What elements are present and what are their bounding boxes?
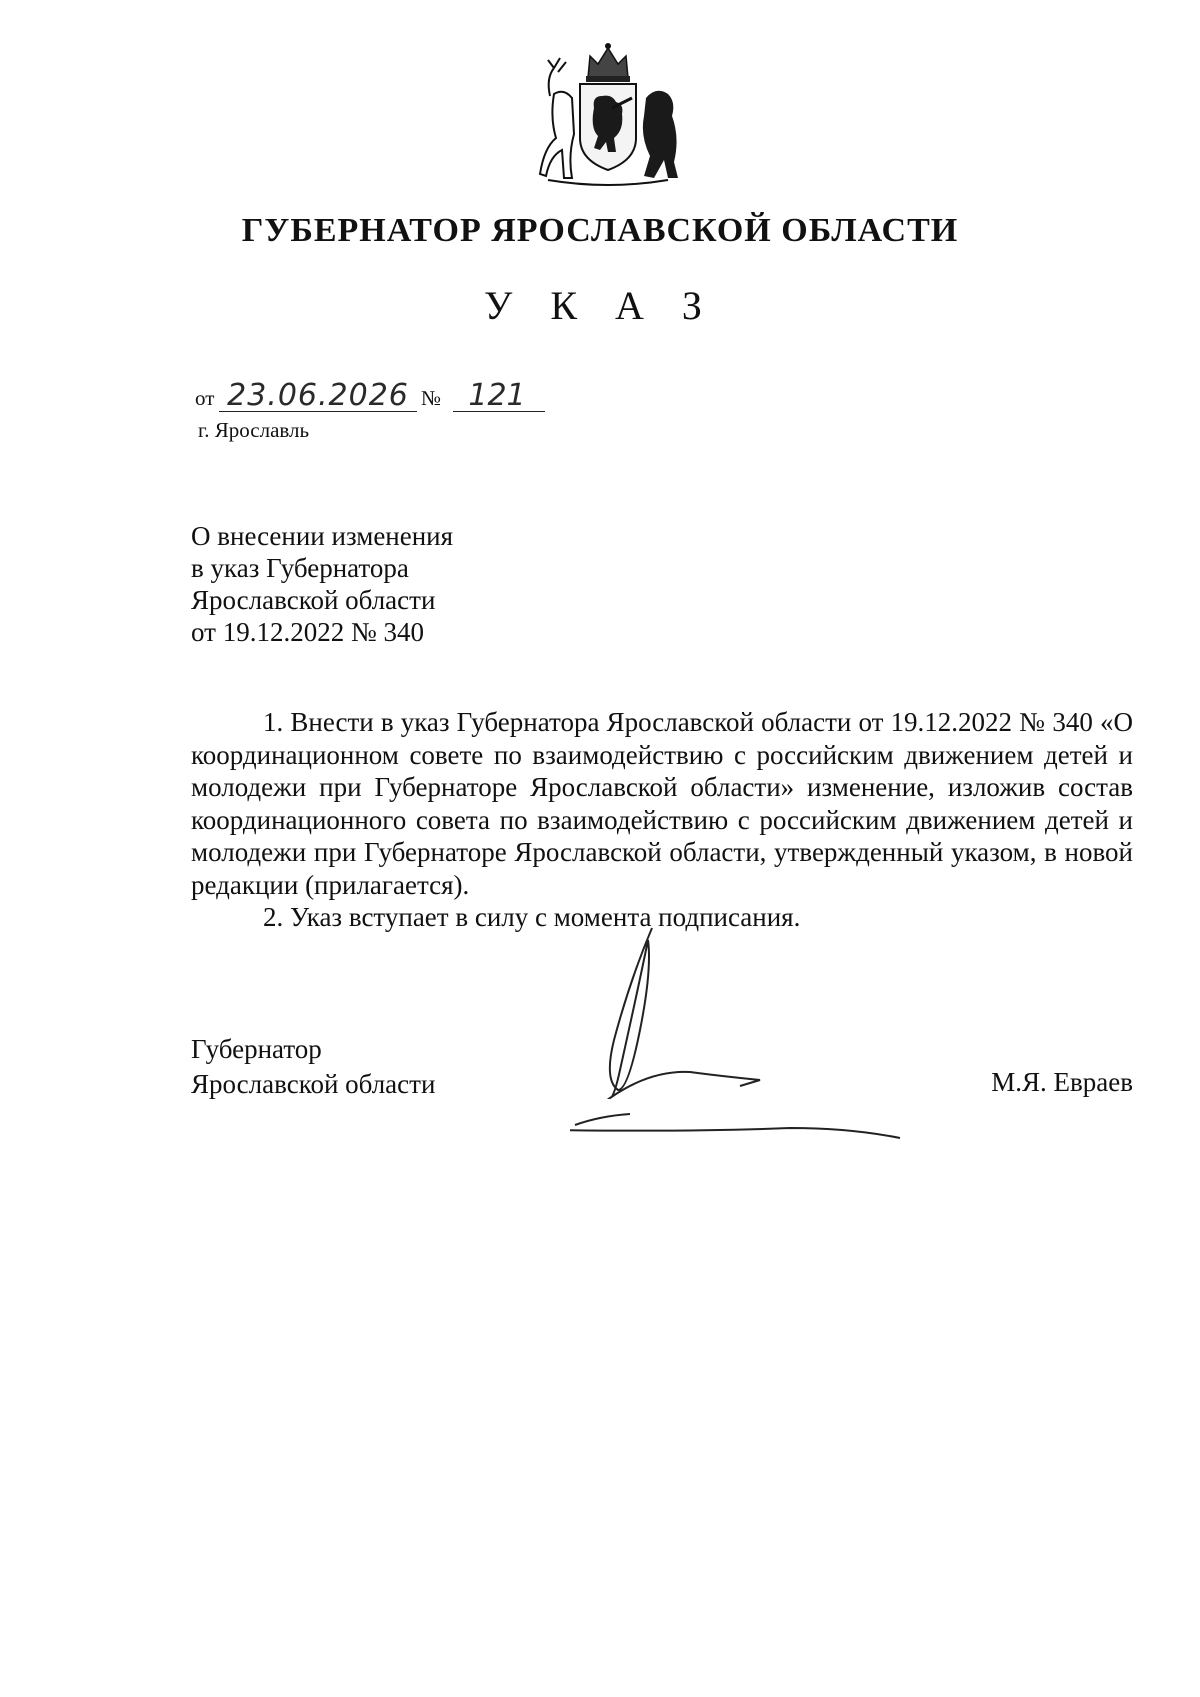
document-subject [191,520,453,648]
authority-title: ГУБЕРНАТОР ЯРОСЛАВСКОЙ ОБЛАСТИ [241,212,959,249]
subject-line: Ярославской области [191,585,436,615]
subject-line: О внесении изменения [191,521,454,551]
handwritten-number: 121 [468,378,526,413]
subject-line: от 19.12.2022 № 340 [191,617,424,647]
body-paragraph-1: 1. Внести в указ Губернатора Ярославской области от 19.12.2022 № 340 «О координационном совете по взаимодействию с российским движением детей и молодежи при Губернаторе Ярославской области» изменение, изложив состав координационного совета по взаимодействию с российским движением детей и молодежи при Губернаторе Ярославской области, утвержденный указом, в новой редакции (прилагается). [191,707,1133,900]
document-body [191,706,1133,934]
number-prefix: № [421,386,442,410]
body-paragraph-2: 2. Указ вступает в силу с момента подписания. [263,902,801,932]
signatory-position [191,1032,435,1102]
city-line: г. Ярославль [198,418,310,442]
date-number-row [195,378,555,414]
position-line: Ярославской области [191,1069,436,1099]
handwritten-date: 23.06.2026 [227,378,409,413]
subject-line: в указ Губернатора [191,553,409,583]
handwritten-signature-icon [570,920,970,1180]
signatory-name: М.Я. Евраев [991,1067,1133,1097]
date-prefix: от [195,386,215,410]
number-underline [453,411,545,412]
date-underline [219,411,417,412]
document-type-title: У К А З [484,283,716,328]
position-line: Губернатор [191,1034,322,1064]
coat-of-arms-icon [528,38,688,188]
